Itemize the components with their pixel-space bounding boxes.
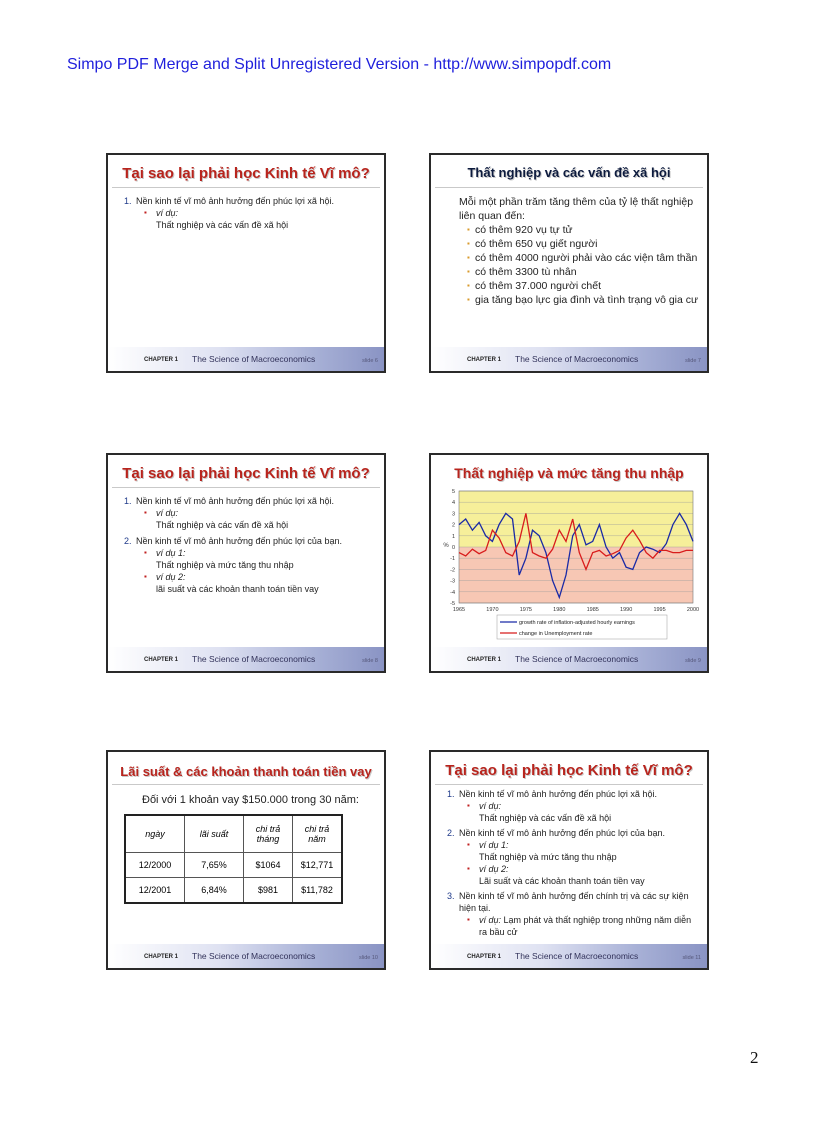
table-cell: $12,771 <box>293 853 343 878</box>
list-item: có thêm 3300 tù nhân <box>475 266 577 278</box>
title-divider <box>435 187 703 188</box>
bullet-icon: ▪ <box>467 915 470 924</box>
slide-body <box>124 195 374 231</box>
example-text: Thất nghiệp và các vấn đề xã hội <box>156 520 289 530</box>
slide-footer <box>431 647 707 671</box>
bullet-icon: ▪ <box>144 548 147 557</box>
slide-title: Lãi suất & các khoản thanh toán tiền vay <box>120 764 372 779</box>
column-header: chi trả tháng <box>244 815 293 853</box>
title-divider <box>112 187 380 188</box>
title-divider <box>112 487 380 488</box>
bullet-icon: ▪ <box>467 864 470 873</box>
example-label: ví dụ 1: <box>156 548 186 558</box>
legend-label: growth rate of inflation-adjusted hourly earnings <box>519 620 635 626</box>
table-header-row <box>125 815 342 853</box>
slide-title: Tại sao lại phải học Kinh tế Vĩ mô? <box>122 465 370 482</box>
slide-body <box>459 195 699 307</box>
list-item: có thêm 4000 người phải vào các viện tâm thần <box>475 252 698 264</box>
column-header: lãi suất <box>185 815 244 853</box>
loan-intro: Đối với 1 khoản vay $150.000 trong 30 năm: <box>142 794 359 806</box>
list-item: có thêm 920 vụ tự tử <box>475 224 573 236</box>
chapter-label: CHAPTER 1 <box>144 954 179 960</box>
chapter-label: CHAPTER 1 <box>467 357 502 363</box>
slide-footer <box>108 944 384 968</box>
slide-11 <box>429 750 709 970</box>
example-text: lãi suất và các khoản thanh toán tiền vay <box>156 584 319 594</box>
loan-table <box>124 814 343 904</box>
slide-footer <box>431 944 707 968</box>
title-divider <box>112 784 380 785</box>
slide-9 <box>429 453 709 673</box>
list-item: có thêm 650 vụ giết người <box>475 238 598 250</box>
bullet-icon: ▪ <box>467 295 470 304</box>
list-item: Nền kinh tế vĩ mô ảnh hưởng đến phúc lợi xã hội. <box>459 789 657 799</box>
list-item: Nền kinh tế vĩ mô ảnh hưởng đến phúc lợi của bạn. <box>136 536 342 546</box>
bullet-icon: ▪ <box>144 208 147 217</box>
slide-title: Thất nghiệp và các vấn đề xã hội <box>467 165 671 180</box>
y-tick-label: -2 <box>450 567 455 574</box>
y-tick-label: 3 <box>451 511 455 518</box>
y-tick-label: -4 <box>450 589 455 596</box>
bullet-icon: ▪ <box>467 239 470 248</box>
footer-subject: The Science of Macroeconomics <box>515 951 639 961</box>
bullet-icon: ▪ <box>144 572 147 581</box>
list-item: Nền kinh tế vĩ mô ảnh hưởng đến phúc lợi xã hội. <box>136 196 334 206</box>
slide-number: slide 6 <box>362 358 378 364</box>
list-number: 2. <box>124 536 132 546</box>
example-text: Thất nghiệp và mức tăng thu nhập <box>156 560 294 570</box>
list-item: gia tăng bạo lực gia đình và tình trạng vô gia cư <box>475 294 699 306</box>
x-tick-label: 1970 <box>486 607 499 613</box>
list-number: 3. <box>447 891 455 901</box>
slide-body <box>124 495 374 595</box>
legend-label: change in Unemployment rate <box>519 631 593 637</box>
x-tick-label: 2000 <box>686 607 700 613</box>
y-tick-label: -1 <box>450 556 455 563</box>
example-label: ví dụ 2: <box>479 864 509 874</box>
slide-10 <box>106 750 386 970</box>
table-cell: 7,65% <box>185 853 244 878</box>
slide-footer <box>431 347 707 371</box>
table-cell: 12/2000 <box>125 853 185 878</box>
footer-subject: The Science of Macroeconomics <box>192 951 316 961</box>
x-tick-label: 1990 <box>620 607 633 613</box>
slide-number: slide 11 <box>682 955 701 961</box>
slide-8 <box>106 453 386 673</box>
example-text: Thất nghiệp và các vấn đề xã hội <box>156 220 289 230</box>
slide-footer <box>108 647 384 671</box>
slide-number: slide 7 <box>685 358 701 364</box>
table-cell: $981 <box>244 878 293 904</box>
bullet-icon: ▪ <box>467 840 470 849</box>
footer-subject: The Science of Macroeconomics <box>515 354 639 364</box>
bullet-icon: ▪ <box>467 281 470 290</box>
example-label: ví dụ: <box>156 508 179 518</box>
chapter-label: CHAPTER 1 <box>467 954 502 960</box>
example-text: Thất nghiệp và các vấn đề xã hội <box>479 813 612 823</box>
chart-background-band <box>459 547 693 603</box>
x-tick-label: 1975 <box>519 607 532 613</box>
example-label: ví dụ 2: <box>156 572 186 582</box>
y-tick-label: 5 <box>451 489 455 495</box>
watermark: Simpo PDF Merge and Split Unregistered Version - http://www.simpopdf.com <box>67 56 612 73</box>
list-number: 1. <box>124 196 132 206</box>
slide-body <box>447 788 697 938</box>
x-tick-label: 1995 <box>653 607 666 613</box>
x-tick-label: 1980 <box>553 607 566 613</box>
footer-subject: The Science of Macroeconomics <box>192 354 316 364</box>
y-tick-label: 2 <box>451 522 455 529</box>
example-label: ví dụ: <box>156 208 179 218</box>
chart <box>435 485 705 645</box>
list-number: 1. <box>124 496 132 506</box>
x-tick-label: 1985 <box>586 607 599 613</box>
example-label: ví dụ 1: <box>479 840 509 850</box>
slide-footer <box>108 347 384 371</box>
slide-number: slide 10 <box>359 955 378 961</box>
example-text: Lãi suất và các khoản thanh toán tiền vay <box>479 876 645 886</box>
slide-number: slide 9 <box>685 658 701 664</box>
bullet-icon: ▪ <box>467 253 470 262</box>
footer-subject: The Science of Macroeconomics <box>515 654 639 664</box>
table-cell: 12/2001 <box>125 878 185 904</box>
slide-number: slide 8 <box>362 658 378 664</box>
bullet-icon: ▪ <box>467 801 470 810</box>
bullet-icon: ▪ <box>467 267 470 276</box>
list-item: có thêm 37.000 người chết <box>475 280 601 292</box>
y-tick-label: -5 <box>450 601 455 607</box>
example-text: Thất nghiệp và mức tăng thu nhập <box>479 852 617 862</box>
slide-7 <box>429 153 709 373</box>
chapter-label: CHAPTER 1 <box>144 357 179 363</box>
y-tick-label: -3 <box>450 578 455 585</box>
bullet-icon: ▪ <box>144 508 147 517</box>
example-text: Lạm phát và thất nghiệp trong những năm diễn ra bầu cử <box>479 915 692 937</box>
x-tick-label: 1965 <box>452 607 466 613</box>
table-cell: 6,84% <box>185 878 244 904</box>
list-number: 2. <box>447 828 455 838</box>
list-item: Nền kinh tế vĩ mô ảnh hưởng đến phúc lợi của bạn. <box>459 828 665 838</box>
list-number: 1. <box>447 789 455 799</box>
table-cell: $11,782 <box>293 878 343 904</box>
title-divider <box>435 784 703 785</box>
table-row <box>125 878 342 904</box>
column-header: ngày <box>125 815 185 853</box>
column-header: chi trả năm <box>293 815 343 853</box>
example-label: ví dụ: <box>479 801 502 811</box>
y-tick-label: 0 <box>451 545 455 551</box>
y-axis-label: % <box>443 543 449 549</box>
table-row <box>125 853 342 878</box>
page-number: 2 <box>750 1048 759 1067</box>
bullet-icon: ▪ <box>467 225 470 234</box>
chapter-label: CHAPTER 1 <box>467 657 502 663</box>
intro-text: Mỗi một phần trăm tăng thêm của tỷ lệ thất nghiệp liên quan đến: <box>459 196 694 222</box>
slide-title: Thất nghiệp và mức tăng thu nhập <box>454 465 684 481</box>
slide-title: Tại sao lại phải học Kinh tế Vĩ mô? <box>445 762 693 779</box>
chapter-label: CHAPTER 1 <box>144 657 179 663</box>
slide-6 <box>106 153 386 373</box>
example-label: ví dụ: <box>479 915 502 925</box>
slide-title: Tại sao lại phải học Kinh tế Vĩ mô? <box>122 165 370 182</box>
y-tick-label: 1 <box>451 533 455 540</box>
y-tick-label: 4 <box>451 500 455 507</box>
list-item: Nền kinh tế vĩ mô ảnh hưởng đến phúc lợi xã hội. <box>136 496 334 506</box>
table-cell: $1064 <box>244 853 293 878</box>
footer-subject: The Science of Macroeconomics <box>192 654 316 664</box>
list-item: Nền kinh tế vĩ mô ảnh hưởng đến chính trị và các sự kiện hiện tại. <box>459 891 689 913</box>
